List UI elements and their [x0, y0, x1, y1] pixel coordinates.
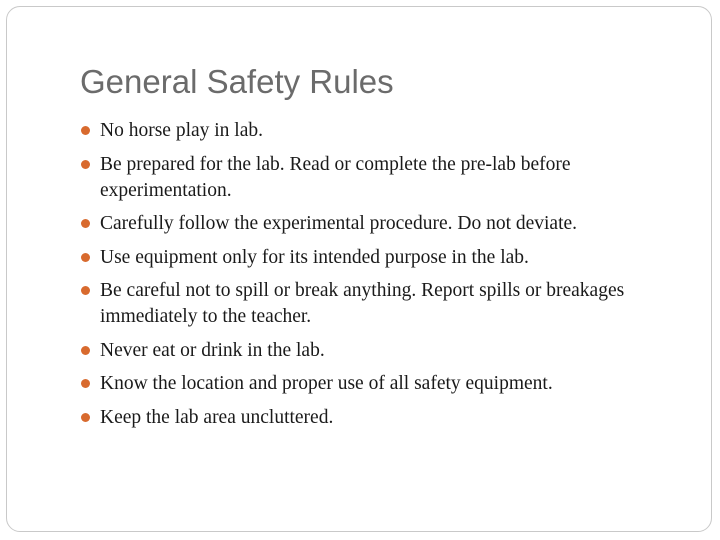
bullet-item	[80, 152, 680, 204]
bullet-text: Be careful not to spill or break anything. Report spills or breakages immediately to the teacher.	[100, 280, 625, 327]
bullet-item	[80, 405, 680, 431]
bullet-dot-icon	[81, 286, 90, 295]
bullet-text: Be prepared for the lab. Read or complete the pre-lab before experimentation.	[100, 153, 571, 201]
bullet-list	[80, 118, 680, 438]
bullet-dot-icon	[81, 253, 90, 262]
bullet-item	[80, 338, 680, 364]
bullet-text: Never eat or drink in the lab.	[100, 339, 325, 361]
bullet-dot-icon	[81, 379, 90, 388]
bullet-text: Know the location and proper use of all safety equipment.	[100, 373, 553, 394]
bullet-dot-icon	[81, 413, 90, 422]
bullet-text: No horse play in lab.	[100, 120, 264, 141]
bullet-item	[80, 278, 680, 330]
bullet-item	[80, 211, 680, 237]
bullet-text: Carefully follow the experimental procedure. Do not deviate.	[100, 213, 578, 234]
bullet-dot-icon	[81, 346, 90, 355]
bullet-dot-icon	[81, 219, 90, 228]
bullet-item	[80, 245, 680, 271]
bullet-text: Use equipment only for its intended purpose in the lab.	[100, 246, 529, 268]
bullet-item	[80, 118, 680, 144]
bullet-item	[80, 371, 680, 397]
bullet-dot-icon	[81, 126, 90, 135]
bullet-text: Keep the lab area uncluttered.	[100, 406, 334, 428]
slide-title: General Safety Rules	[80, 63, 394, 100]
bullet-dot-icon	[81, 160, 90, 169]
